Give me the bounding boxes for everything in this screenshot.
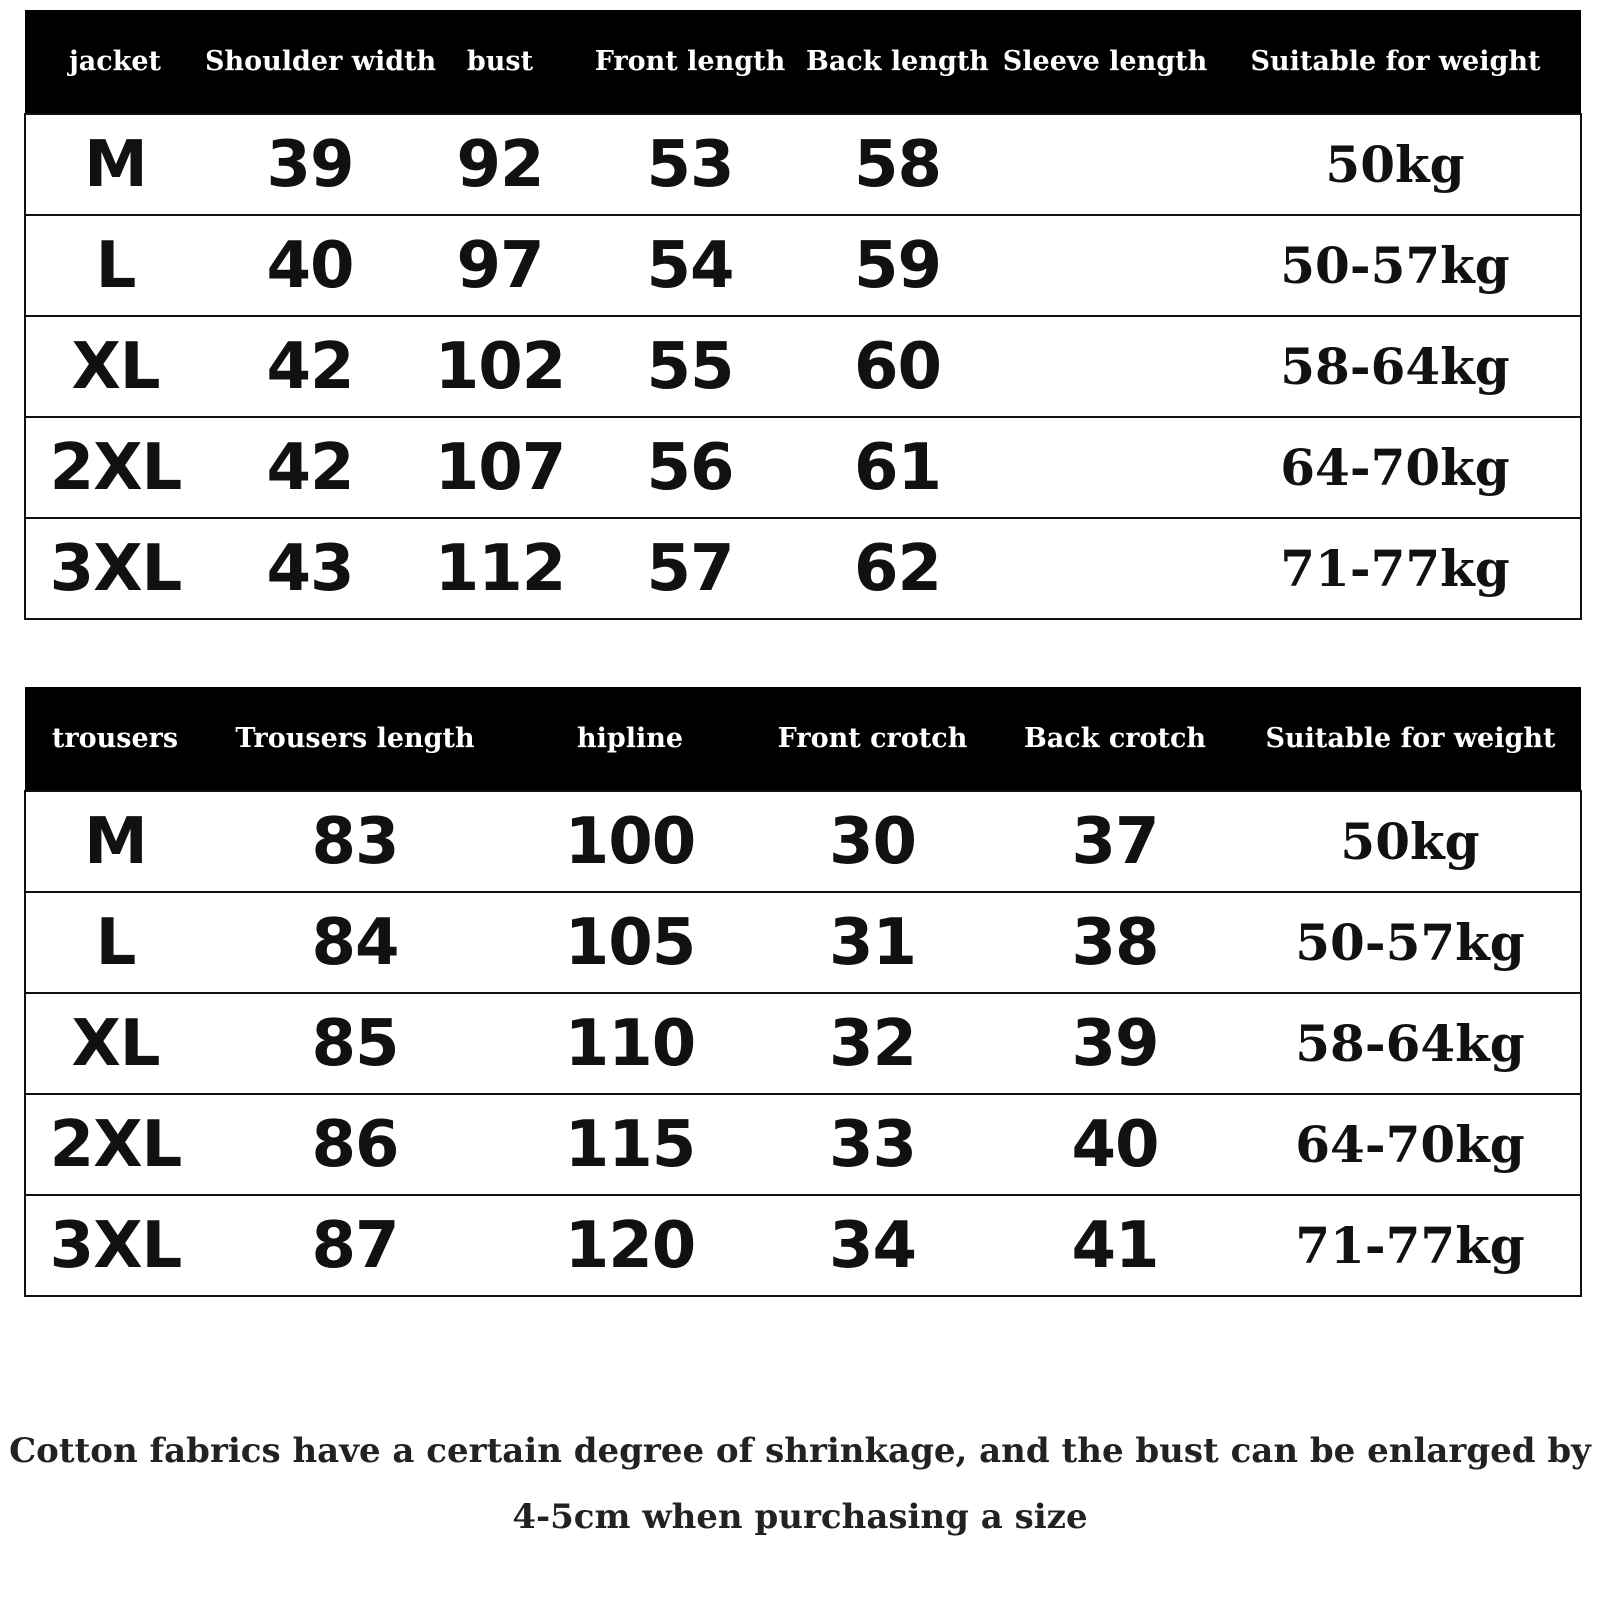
weight-cell: 50-57kg <box>1240 892 1581 993</box>
front-crotch-cell: 33 <box>755 1094 990 1195</box>
weight-cell: 64-70kg <box>1210 417 1581 518</box>
sleeve-length-cell <box>1000 316 1210 417</box>
front-length-cell: 55 <box>585 316 795 417</box>
jacket-size-table <box>24 10 1582 620</box>
sleeve-length-cell <box>1000 114 1210 215</box>
back-crotch-cell: 39 <box>990 993 1240 1094</box>
jacket-size-cell: 3XL <box>25 518 205 619</box>
bust-cell: 97 <box>415 215 585 316</box>
table-row <box>25 993 1581 1094</box>
hipline-cell: 120 <box>505 1195 755 1296</box>
front-crotch-cell: 34 <box>755 1195 990 1296</box>
sleeve-length-cell <box>1000 518 1210 619</box>
jacket-header-bust: bust <box>466 46 534 77</box>
back-length-cell: 60 <box>795 316 1000 417</box>
shrinkage-note-line-1: Cotton fabrics have a certain degree of shrinkage, and the bust can be enlarged by <box>9 1431 1591 1471</box>
front-crotch-cell: 32 <box>755 993 990 1094</box>
trousers-header-back-crotch: Back crotch <box>1023 723 1207 754</box>
bust-cell: 92 <box>415 114 585 215</box>
trousers-size-cell: XL <box>25 993 205 1094</box>
trousers-length-cell: 86 <box>205 1094 505 1195</box>
table-row <box>25 114 1581 215</box>
table-row <box>25 417 1581 518</box>
shoulder-width-cell: 39 <box>205 114 415 215</box>
trousers-size-cell: 3XL <box>25 1195 205 1296</box>
sleeve-length-cell <box>1000 215 1210 316</box>
jacket-header-weight: Suitable for weight <box>1250 46 1541 77</box>
trousers-length-cell: 84 <box>205 892 505 993</box>
hipline-cell: 110 <box>505 993 755 1094</box>
jacket-header-sleeve-length: Sleeve length <box>1002 46 1208 77</box>
jacket-size-cell: 2XL <box>25 417 205 518</box>
bust-cell: 112 <box>415 518 585 619</box>
back-length-cell: 61 <box>795 417 1000 518</box>
jacket-header-row <box>25 10 1581 114</box>
trousers-size-table <box>24 687 1582 1297</box>
weight-cell: 71-77kg <box>1210 518 1581 619</box>
shoulder-width-cell: 43 <box>205 518 415 619</box>
trousers-size-cell: L <box>25 892 205 993</box>
jacket-header-back-length: Back length <box>806 46 989 77</box>
hipline-cell: 105 <box>505 892 755 993</box>
jacket-header-size: jacket <box>68 46 162 77</box>
front-length-cell: 57 <box>585 518 795 619</box>
jacket-size-cell: XL <box>25 316 205 417</box>
front-crotch-cell: 30 <box>755 791 990 892</box>
shoulder-width-cell: 40 <box>205 215 415 316</box>
table-row <box>25 316 1581 417</box>
shrinkage-note <box>0 1418 1600 1550</box>
back-length-cell: 62 <box>795 518 1000 619</box>
weight-cell: 58-64kg <box>1210 316 1581 417</box>
bust-cell: 102 <box>415 316 585 417</box>
back-length-cell: 59 <box>795 215 1000 316</box>
trousers-header-length: Trousers length <box>235 723 475 754</box>
hipline-cell: 100 <box>505 791 755 892</box>
jacket-size-cell: M <box>25 114 205 215</box>
trousers-size-cell: M <box>25 791 205 892</box>
table-row <box>25 1094 1581 1195</box>
trousers-length-cell: 87 <box>205 1195 505 1296</box>
back-length-cell: 58 <box>795 114 1000 215</box>
shoulder-width-cell: 42 <box>205 417 415 518</box>
bust-cell: 107 <box>415 417 585 518</box>
front-length-cell: 53 <box>585 114 795 215</box>
trousers-header-weight: Suitable for weight <box>1265 723 1556 754</box>
front-crotch-cell: 31 <box>755 892 990 993</box>
table-row <box>25 518 1581 619</box>
trousers-length-cell: 83 <box>205 791 505 892</box>
trousers-size-cell: 2XL <box>25 1094 205 1195</box>
weight-cell: 50kg <box>1240 791 1581 892</box>
sleeve-length-cell <box>1000 417 1210 518</box>
back-crotch-cell: 40 <box>990 1094 1240 1195</box>
weight-cell: 50-57kg <box>1210 215 1581 316</box>
table-row <box>25 892 1581 993</box>
trousers-header-row <box>25 687 1581 791</box>
jacket-header-front-length: Front length <box>594 46 786 77</box>
back-crotch-cell: 38 <box>990 892 1240 993</box>
table-row <box>25 791 1581 892</box>
jacket-size-cell: L <box>25 215 205 316</box>
weight-cell: 64-70kg <box>1240 1094 1581 1195</box>
front-length-cell: 56 <box>585 417 795 518</box>
trousers-header-size: trousers <box>51 723 179 754</box>
hipline-cell: 115 <box>505 1094 755 1195</box>
shoulder-width-cell: 42 <box>205 316 415 417</box>
trousers-header-front-crotch: Front crotch <box>777 723 968 754</box>
back-crotch-cell: 41 <box>990 1195 1240 1296</box>
shrinkage-note-line-2: 4-5cm when purchasing a size <box>512 1497 1088 1537</box>
table-row <box>25 215 1581 316</box>
weight-cell: 50kg <box>1210 114 1581 215</box>
back-crotch-cell: 37 <box>990 791 1240 892</box>
jacket-header-shoulder-width: Shoulder width <box>205 46 437 77</box>
weight-cell: 58-64kg <box>1240 993 1581 1094</box>
trousers-length-cell: 85 <box>205 993 505 1094</box>
trousers-header-hipline: hipline <box>576 723 684 754</box>
front-length-cell: 54 <box>585 215 795 316</box>
table-row <box>25 1195 1581 1296</box>
weight-cell: 71-77kg <box>1240 1195 1581 1296</box>
